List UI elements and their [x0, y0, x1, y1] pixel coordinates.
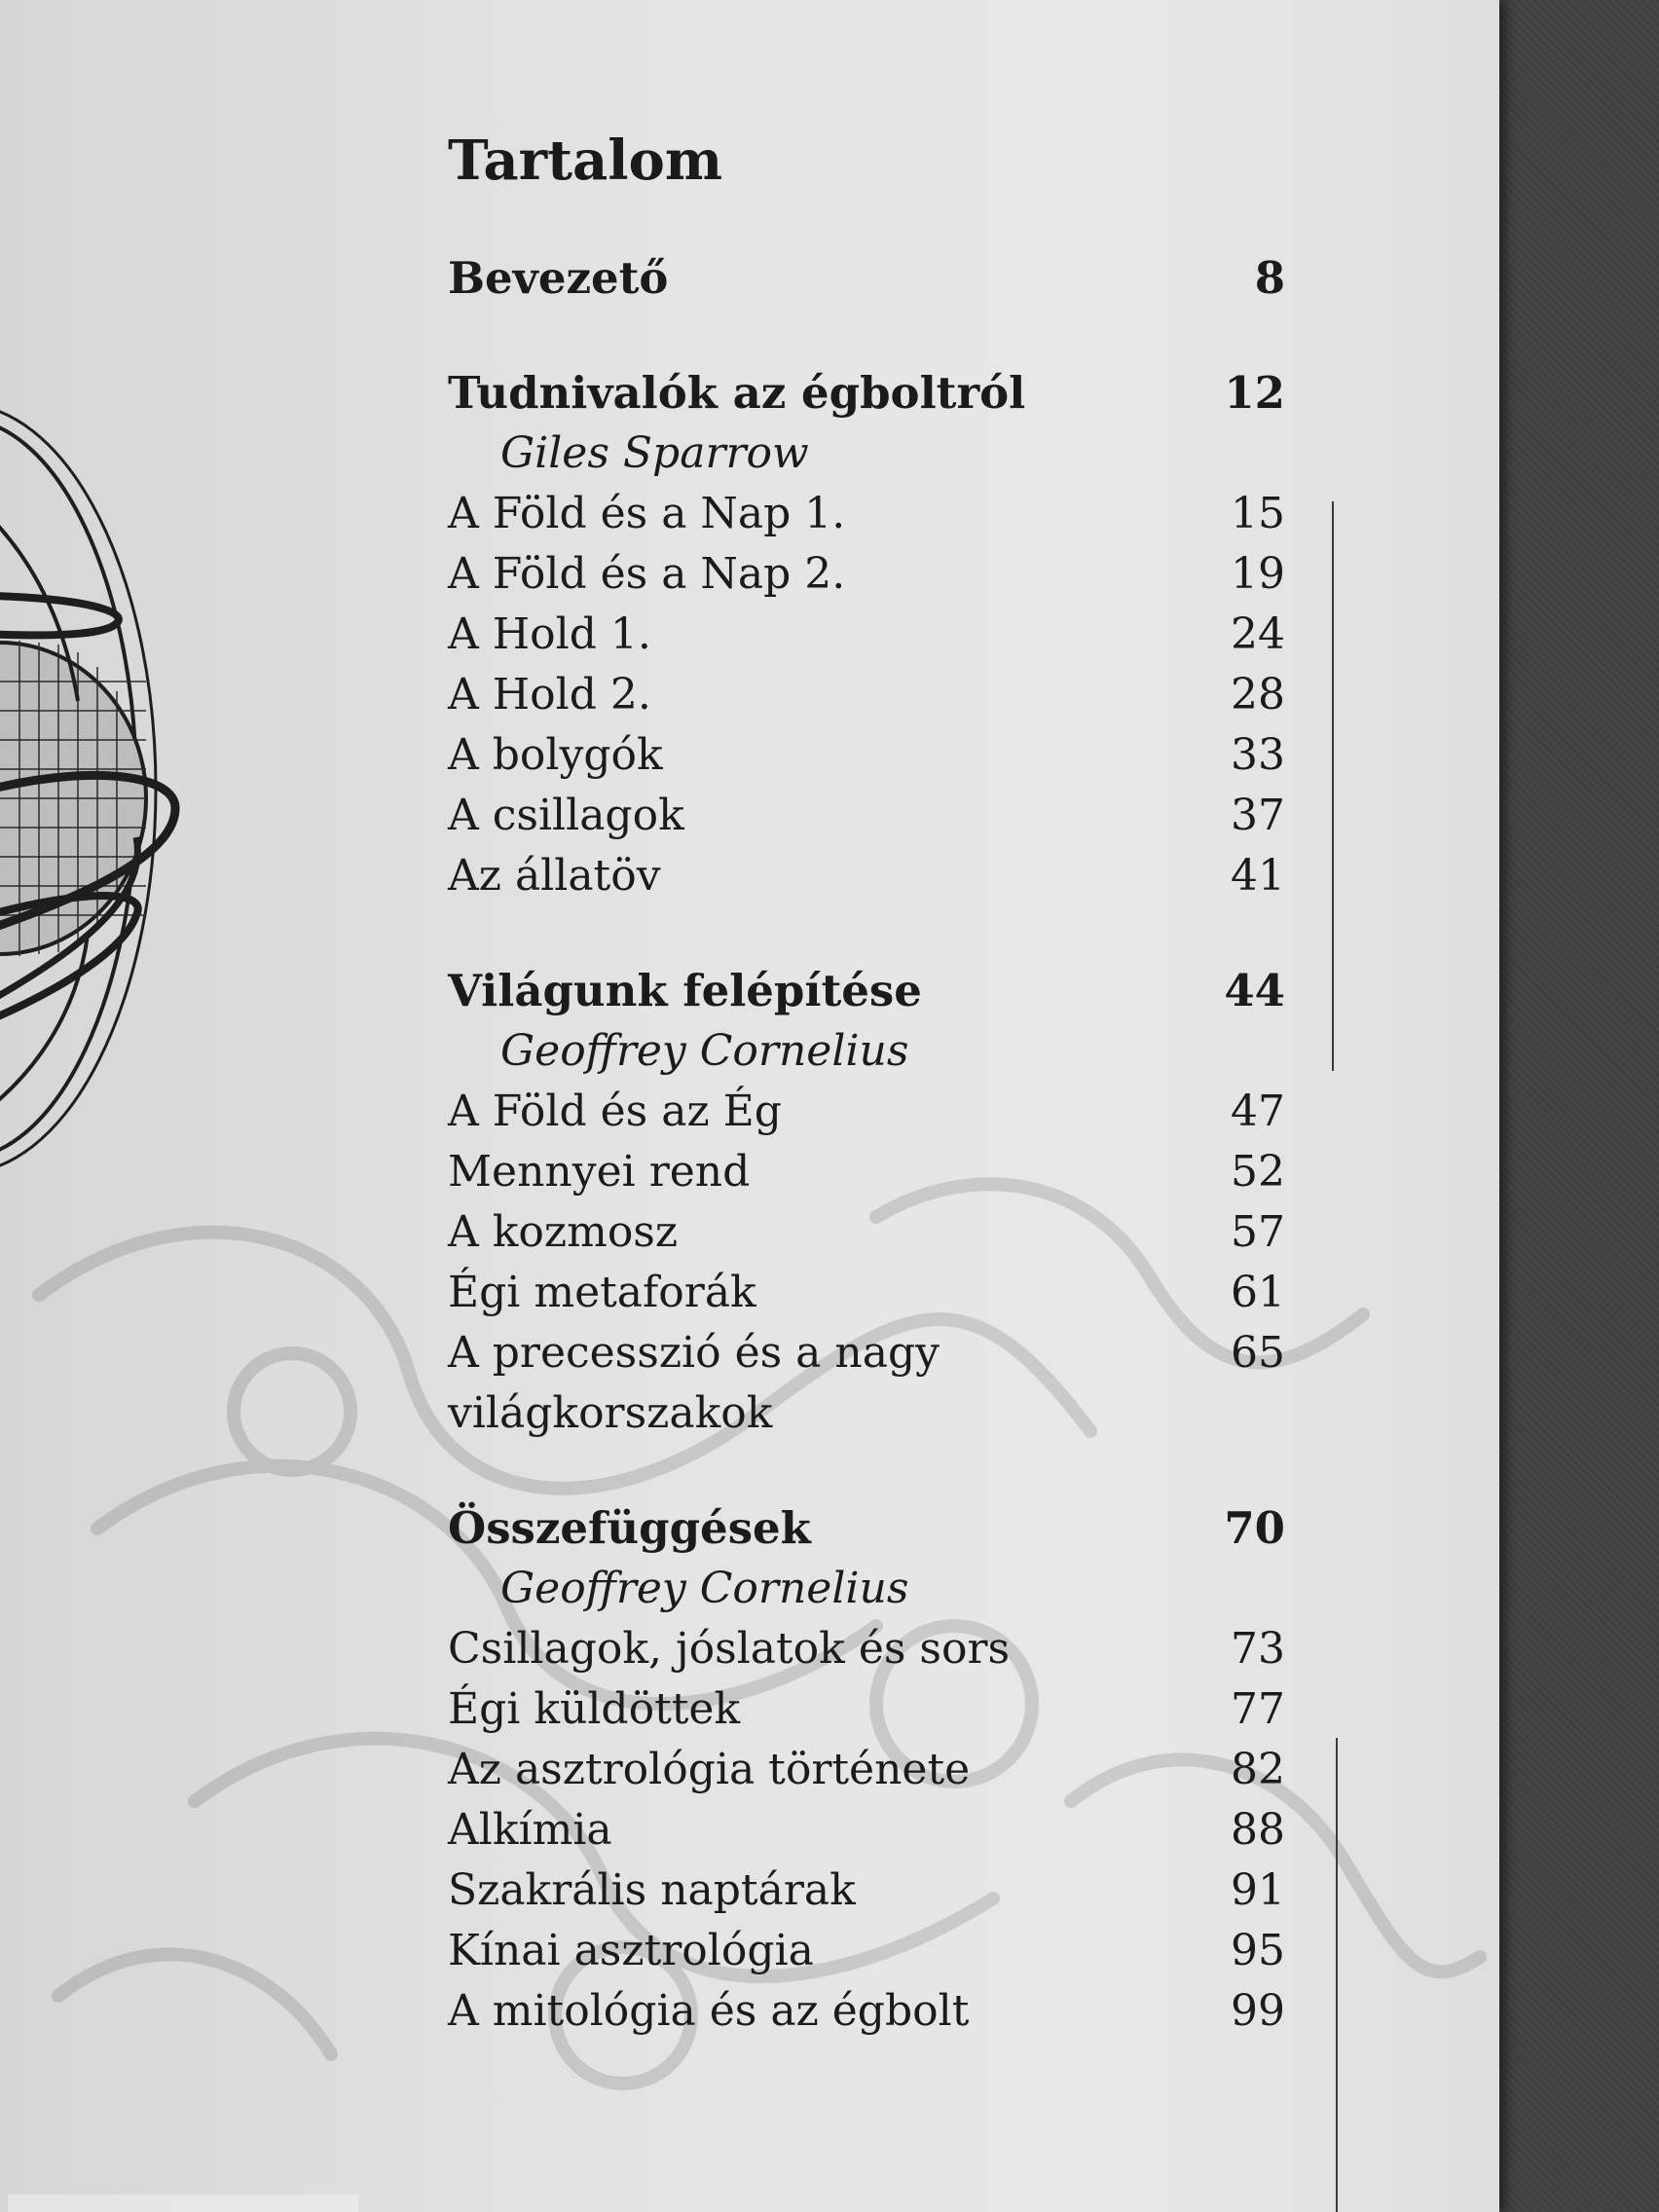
section-author: Giles Sparrow	[500, 428, 809, 478]
entry-title: Égi küldöttek	[448, 1684, 741, 1734]
section-page-number: 44	[1224, 965, 1285, 1016]
entry-page-number: 28	[1231, 670, 1285, 719]
entry-title: A kozmosz	[448, 1207, 679, 1257]
margin-rule	[1332, 501, 1334, 1071]
toc-entry	[448, 1142, 1285, 1202]
section-page-number: 12	[1224, 367, 1285, 419]
toc-entry	[448, 1981, 1285, 2042]
entry-title: Kínai asztrológia	[448, 1926, 814, 1975]
entry-page-number: 88	[1231, 1805, 1285, 1855]
entry-title: Az asztrológia története	[448, 1745, 971, 1794]
entry-title: A precesszió és a nagy világkorszakok	[448, 1328, 940, 1438]
toc-entry	[448, 484, 1285, 544]
armillary-sphere-illustration	[0, 389, 292, 1188]
toc-entry	[448, 1800, 1285, 1861]
entry-title: A Föld és a Nap 2.	[448, 549, 846, 599]
entry-page-number: 47	[1231, 1087, 1285, 1136]
toc-section-intro	[448, 248, 1285, 309]
entry-title: Mennyei rend	[448, 1147, 751, 1197]
section-heading: Tudnivalók az égboltról	[448, 367, 1026, 419]
toc-entry	[448, 544, 1285, 605]
toc-entry	[448, 1202, 1285, 1263]
toc-entry	[448, 846, 1285, 906]
entry-title: Égi metaforák	[448, 1268, 756, 1317]
entry-page-number: 52	[1231, 1147, 1285, 1197]
toc-entry	[448, 665, 1285, 725]
entry-title: A Hold 1.	[448, 609, 651, 659]
entry-page-number: 57	[1231, 1207, 1285, 1257]
toc-entry	[448, 605, 1285, 665]
entry-page-number: 41	[1231, 851, 1285, 901]
page-title: Tartalom	[448, 129, 723, 193]
entry-page-number: 73	[1231, 1624, 1285, 1674]
toc-section-sky	[448, 363, 1285, 906]
margin-rule	[1336, 1738, 1338, 2212]
entry-title: A csillagok	[448, 791, 684, 840]
entry-title: A bolygók	[448, 730, 663, 780]
section-author: Geoffrey Cornelius	[500, 1026, 909, 1076]
entry-page-number: 95	[1231, 1926, 1285, 1975]
toc-entry	[448, 1921, 1285, 1981]
toc-section-world	[448, 961, 1285, 1444]
section-heading: Bevezető	[448, 252, 669, 304]
entry-title: A Föld és a Nap 1.	[448, 489, 846, 538]
entry-page-number: 99	[1231, 1986, 1285, 2036]
section-page-number: 8	[1254, 252, 1285, 304]
entry-page-number: 15	[1231, 489, 1285, 538]
section-heading: Összefüggések	[448, 1502, 811, 1554]
section-heading-row	[448, 1498, 1285, 1559]
entry-page-number: 77	[1231, 1684, 1285, 1734]
toc-entry	[448, 1263, 1285, 1323]
background-surface	[1499, 0, 1659, 2212]
toc-entry	[448, 1740, 1285, 1800]
entry-page-number: 19	[1231, 549, 1285, 599]
toc-section-connections	[448, 1498, 1285, 2042]
toc-entry	[448, 786, 1285, 846]
entry-page-number: 24	[1231, 609, 1285, 659]
entry-title: A Hold 2.	[448, 670, 651, 719]
entry-title: Szakrális naptárak	[448, 1865, 856, 1915]
entry-title: Csillagok, jóslatok és sors	[448, 1624, 1011, 1674]
toc-entry	[448, 1082, 1285, 1142]
section-page-number: 70	[1224, 1502, 1285, 1554]
toc-entry	[448, 1323, 1285, 1444]
entry-title: A Föld és az Ég	[448, 1087, 782, 1136]
entry-title: Alkímia	[448, 1805, 612, 1855]
entry-page-number: 82	[1231, 1745, 1285, 1794]
entry-page-number: 61	[1231, 1268, 1285, 1317]
toc-entry	[448, 725, 1285, 786]
entry-page-number: 65	[1231, 1328, 1285, 1378]
section-author: Geoffrey Cornelius	[500, 1564, 909, 1613]
entry-page-number: 33	[1231, 730, 1285, 780]
toc-entry	[448, 1861, 1285, 1921]
toc-entry	[448, 1679, 1285, 1740]
section-heading-row	[448, 961, 1285, 1021]
section-heading: Világunk felépítése	[448, 965, 922, 1016]
section-heading-row	[448, 248, 1285, 309]
watermark-stamp	[8, 2189, 358, 2212]
entry-page-number: 91	[1231, 1865, 1285, 1915]
table-of-contents	[448, 122, 1285, 2096]
toc-entry	[448, 1619, 1285, 1679]
entry-title: Az állatöv	[448, 851, 661, 901]
section-heading-row	[448, 363, 1285, 424]
entry-title: A mitológia és az égbolt	[448, 1986, 970, 2036]
entry-page-number: 37	[1231, 791, 1285, 840]
